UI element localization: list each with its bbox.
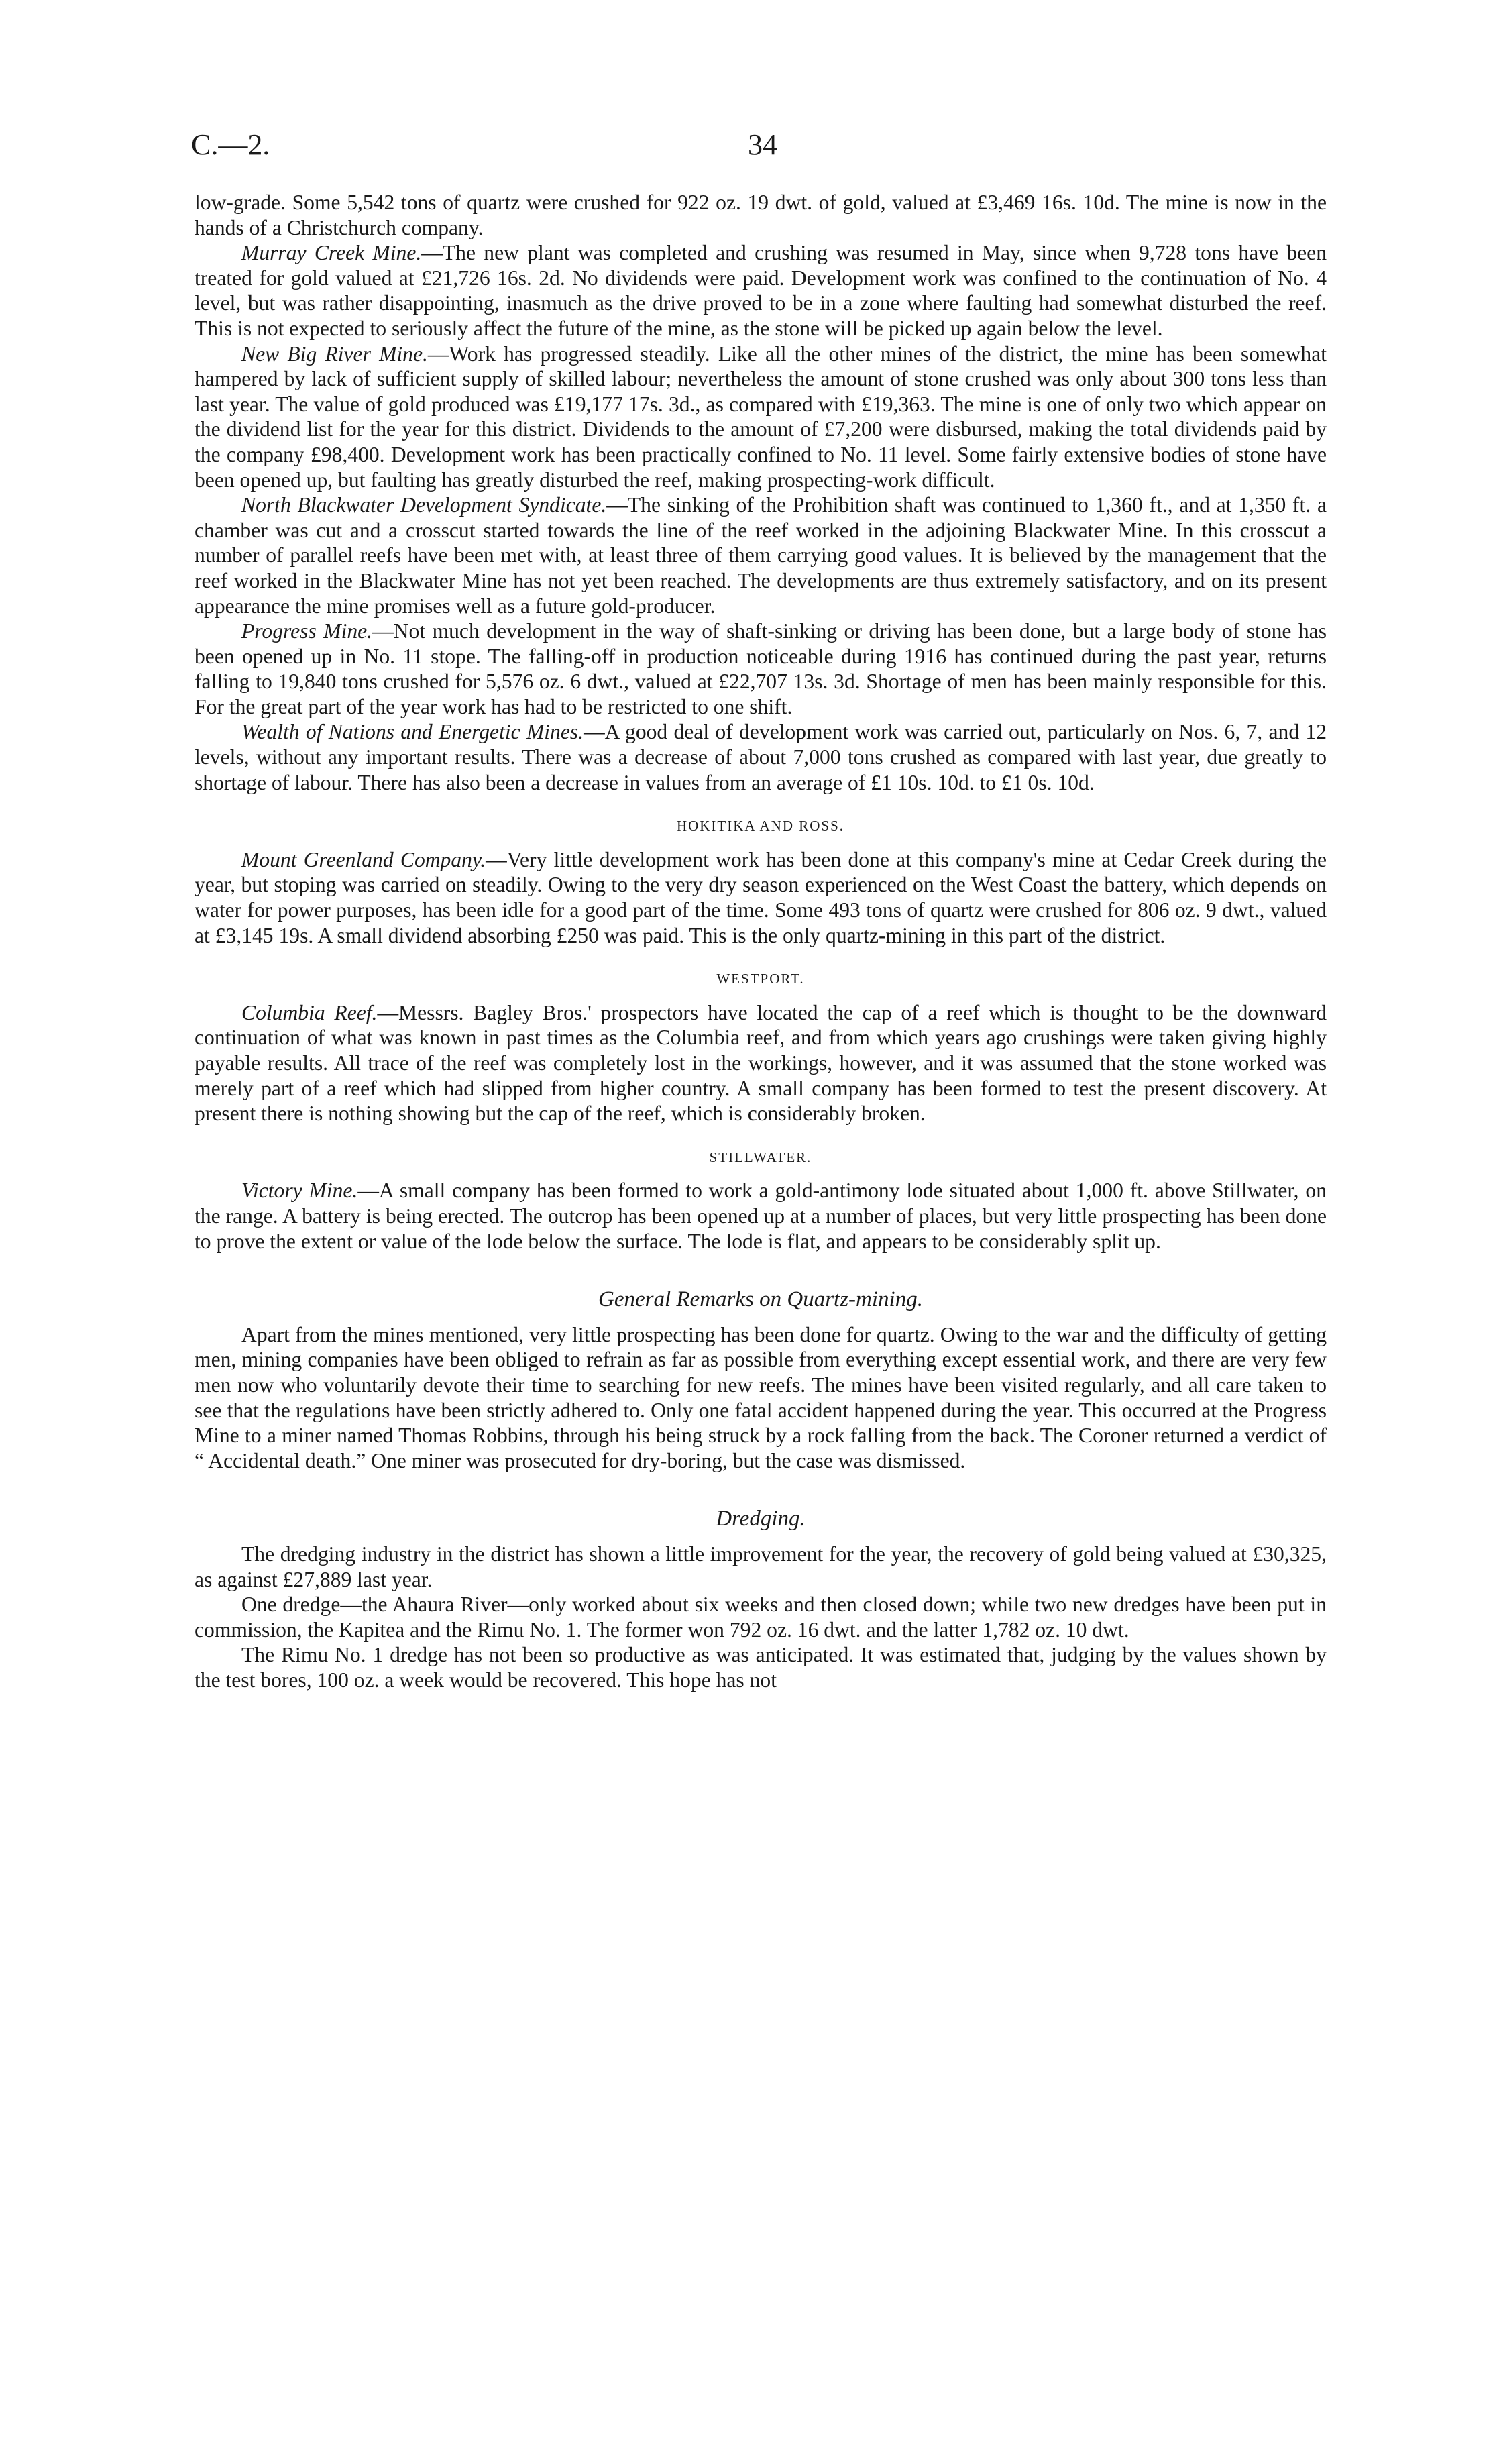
paragraph-text: —The sinking of the Prohibition shaft was continued to 1,360 ft., and at 1,350 ft. a chamber was cut and a crosscut started towards the line of the reef worked in the adjoining Blackwater Mine. In this crosscut a number of parallel reefs have been met with, at least three of them carrying good values. It is believed by the management that the reef worked in the Blackwater Mine has not yet been reached. The developments are thus extremely satisfactory, and on its present appearance the mine promises well as a future gold-producer. <box>195 493 1327 618</box>
section-heading-stillwater: STILLWATER. <box>709 1148 812 1165</box>
paragraph-dredging-industry <box>195 1542 1327 1592</box>
paragraph-low-grade <box>195 190 1327 240</box>
section-heading-westport: WESTPORT. <box>716 971 805 987</box>
paragraph-text: —Not much development in the way of shaft-sinking or driving has been done, but a large body of stone has been opened up in No. 11 stope. The falling-off in production noticeable during 1916 has continued during the past year, returns falling to 19,840 tons crushed for 5,576 oz. 6 dwt., valued at £22,707 13s. 3d. Shortage of men has been mainly responsible for this. For the great part of the year work has had to be restricted to one shift. <box>195 619 1327 718</box>
paragraph-dredges <box>195 1592 1327 1642</box>
paragraph-wealth-of-nations <box>195 719 1327 795</box>
paragraph-text: The dredging industry in the district has shown a little improvement for the year, the recovery of gold being valued at £30,325, as against £27,889 last year. <box>195 1542 1327 1591</box>
paragraph-text: One dredge—the Ahaura River—only worked about six weeks and then closed down; while two new dredges have been put in commission, the Kapitea and the Rimu No. 1. The former won 792 oz. 16 dwt. and the latter 1,782 oz. 10 dwt. <box>195 1593 1327 1642</box>
paragraph-text: —Messrs. Bagley Bros.' prospectors have located the cap of a reef which is thought to be the downward continuation of what was known in past times as the Columbia reef, and from which years ago crushings were taken giving highly payable results. All trace of the reef was completely lost in the workings, however, and it was assumed that the stone worked was merely part of a reef which had slipped from higher country. A small company has been formed to test the present discovery. At present there is nothing showing but the cap of the reef, which is considerably broken. <box>195 1000 1327 1126</box>
paragraph-progress-mine <box>195 619 1327 719</box>
paragraph-columbia-reef <box>195 1000 1327 1126</box>
paragraph-rimu-dredge <box>195 1642 1327 1693</box>
paragraph-north-blackwater <box>195 492 1327 619</box>
mine-title: North Blackwater Development Syndicate. <box>241 493 607 517</box>
subsection-heading-general-remarks: General Remarks on Quartz-mining. <box>598 1287 923 1312</box>
mine-title: Columbia Reef. <box>241 1000 378 1024</box>
paragraph-murray-creek-mine <box>195 240 1327 341</box>
paragraph-text: The Rimu No. 1 dredge has not been so productive as was anticipated. It was estimated that, judging by the values shown by the test bores, 100 oz. a week would be recovered. This hope has not <box>195 1643 1327 1692</box>
page-number: 34 <box>748 128 777 161</box>
mine-title: Mount Greenland Company. <box>241 847 486 871</box>
paragraph-text: Apart from the mines mentioned, very little prospecting has been done for quartz. Owing to the war and the difficulty of getting men, mining companies have been obliged to refrain as far as possible from everything except essential work, and there are very few men now who voluntarily devote their time to searching for new reefs. The mines have been visited regularly, and all care taken to see that the regulations have been strictly adhered to. Only one fatal accident happened during the year. This occurred at the Progress Mine to a miner named Thomas Robbins, through his being struck by a rock falling from the back. The Coroner returned a verdict of “ Accidental death.” One miner was prosecuted for dry-boring, but the case was dismissed. <box>195 1322 1327 1472</box>
paragraph-text: —Work has progressed steadily. Like all the other mines of the district, the mine has been somewhat hampered by lack of sufficient supply of skilled labour; nevertheless the amount of stone crushed was only about 300 tons less than last year. The value of gold produced was £19,177 17s. 3d., as compared with £19,363. The mine is one of only two which appear on the dividend list for the year for this district. Dividends to the amount of £7,200 were disbursed, making the total dividends paid by the company £98,400. Development work has been practically confined to No. 11 level. Some fairly extensive bodies of stone have been opened up, but faulting has greatly disturbed the reef, making prospecting-work difficult. <box>195 341 1327 492</box>
section-heading-hokitika: HOKITIKA AND ROSS. <box>676 818 845 835</box>
paragraph-text: low-grade. Some 5,542 tons of quartz were crushed for 922 oz. 19 dwt. of gold, valued at £3,469 16s. 10d. The mine is now in the hands of a Christchurch company. <box>195 191 1327 239</box>
paragraph-text: —Very little development work has been done at this company's mine at Cedar Creek during the year, but stoping was carried on steadily. Owing to the very dry season experienced on the West Coast the battery, which depends on water for power purposes, has been idle for a good part of the time. Some 493 tons of quartz were crushed for 806 oz. 9 dwt., valued at £3,145 19s. A small dividend absorbing £250 was paid. This is the only quartz-mining in this part of the district. <box>195 847 1327 947</box>
paragraph-text: —A good deal of development work was carried out, particularly on Nos. 6, 7, and 12 levels, without any important results. There was a decrease of about 7,000 tons crushed as compared with last year, due greatly to shortage of labour. There has also been a decrease in values from an average of £1 10s. 10d. to £1 0s. 10d. <box>195 720 1327 794</box>
page-header <box>164 127 1333 168</box>
body-text <box>195 190 1327 1693</box>
paragraph-text: —A small company has been formed to work a gold-antimony lode situated about 1,000 ft. above Stillwater, on the range. A battery is being erected. The outcrop has been opened up at a number of places, but very little prospecting has been done to prove the extent or value of the lode below the surface. The lode is flat, and appears to be considerably split up. <box>195 1179 1327 1253</box>
document-reference: C.—2. <box>191 128 270 161</box>
mine-title: New Big River Mine. <box>241 341 428 366</box>
mine-title: Wealth of Nations and Energetic Mines. <box>241 720 584 744</box>
paragraph-mount-greenland <box>195 847 1327 948</box>
mine-title: Murray Creek Mine. <box>241 241 422 265</box>
mine-title: Progress Mine. <box>241 619 373 643</box>
paragraph-new-big-river-mine <box>195 341 1327 493</box>
paragraph-text: —The new plant was completed and crushing was resumed in May, since when 9,728 tons have been treated for gold valued at £21,726 16s. 2d. No dividends were paid. Development work was confined to the continuation of No. 4 level, but was rather disappointing, inasmuch as the drive proved to be in a zone where faulting had somewhat disturbed the reef. This is not expected to seriously affect the future of the mine, as the stone will be picked up again below the level. <box>195 241 1327 340</box>
paragraph-victory-mine <box>195 1178 1327 1254</box>
subsection-heading-dredging: Dredging. <box>716 1507 806 1532</box>
mine-title: Victory Mine. <box>241 1179 358 1203</box>
paragraph-general-remarks <box>195 1322 1327 1474</box>
